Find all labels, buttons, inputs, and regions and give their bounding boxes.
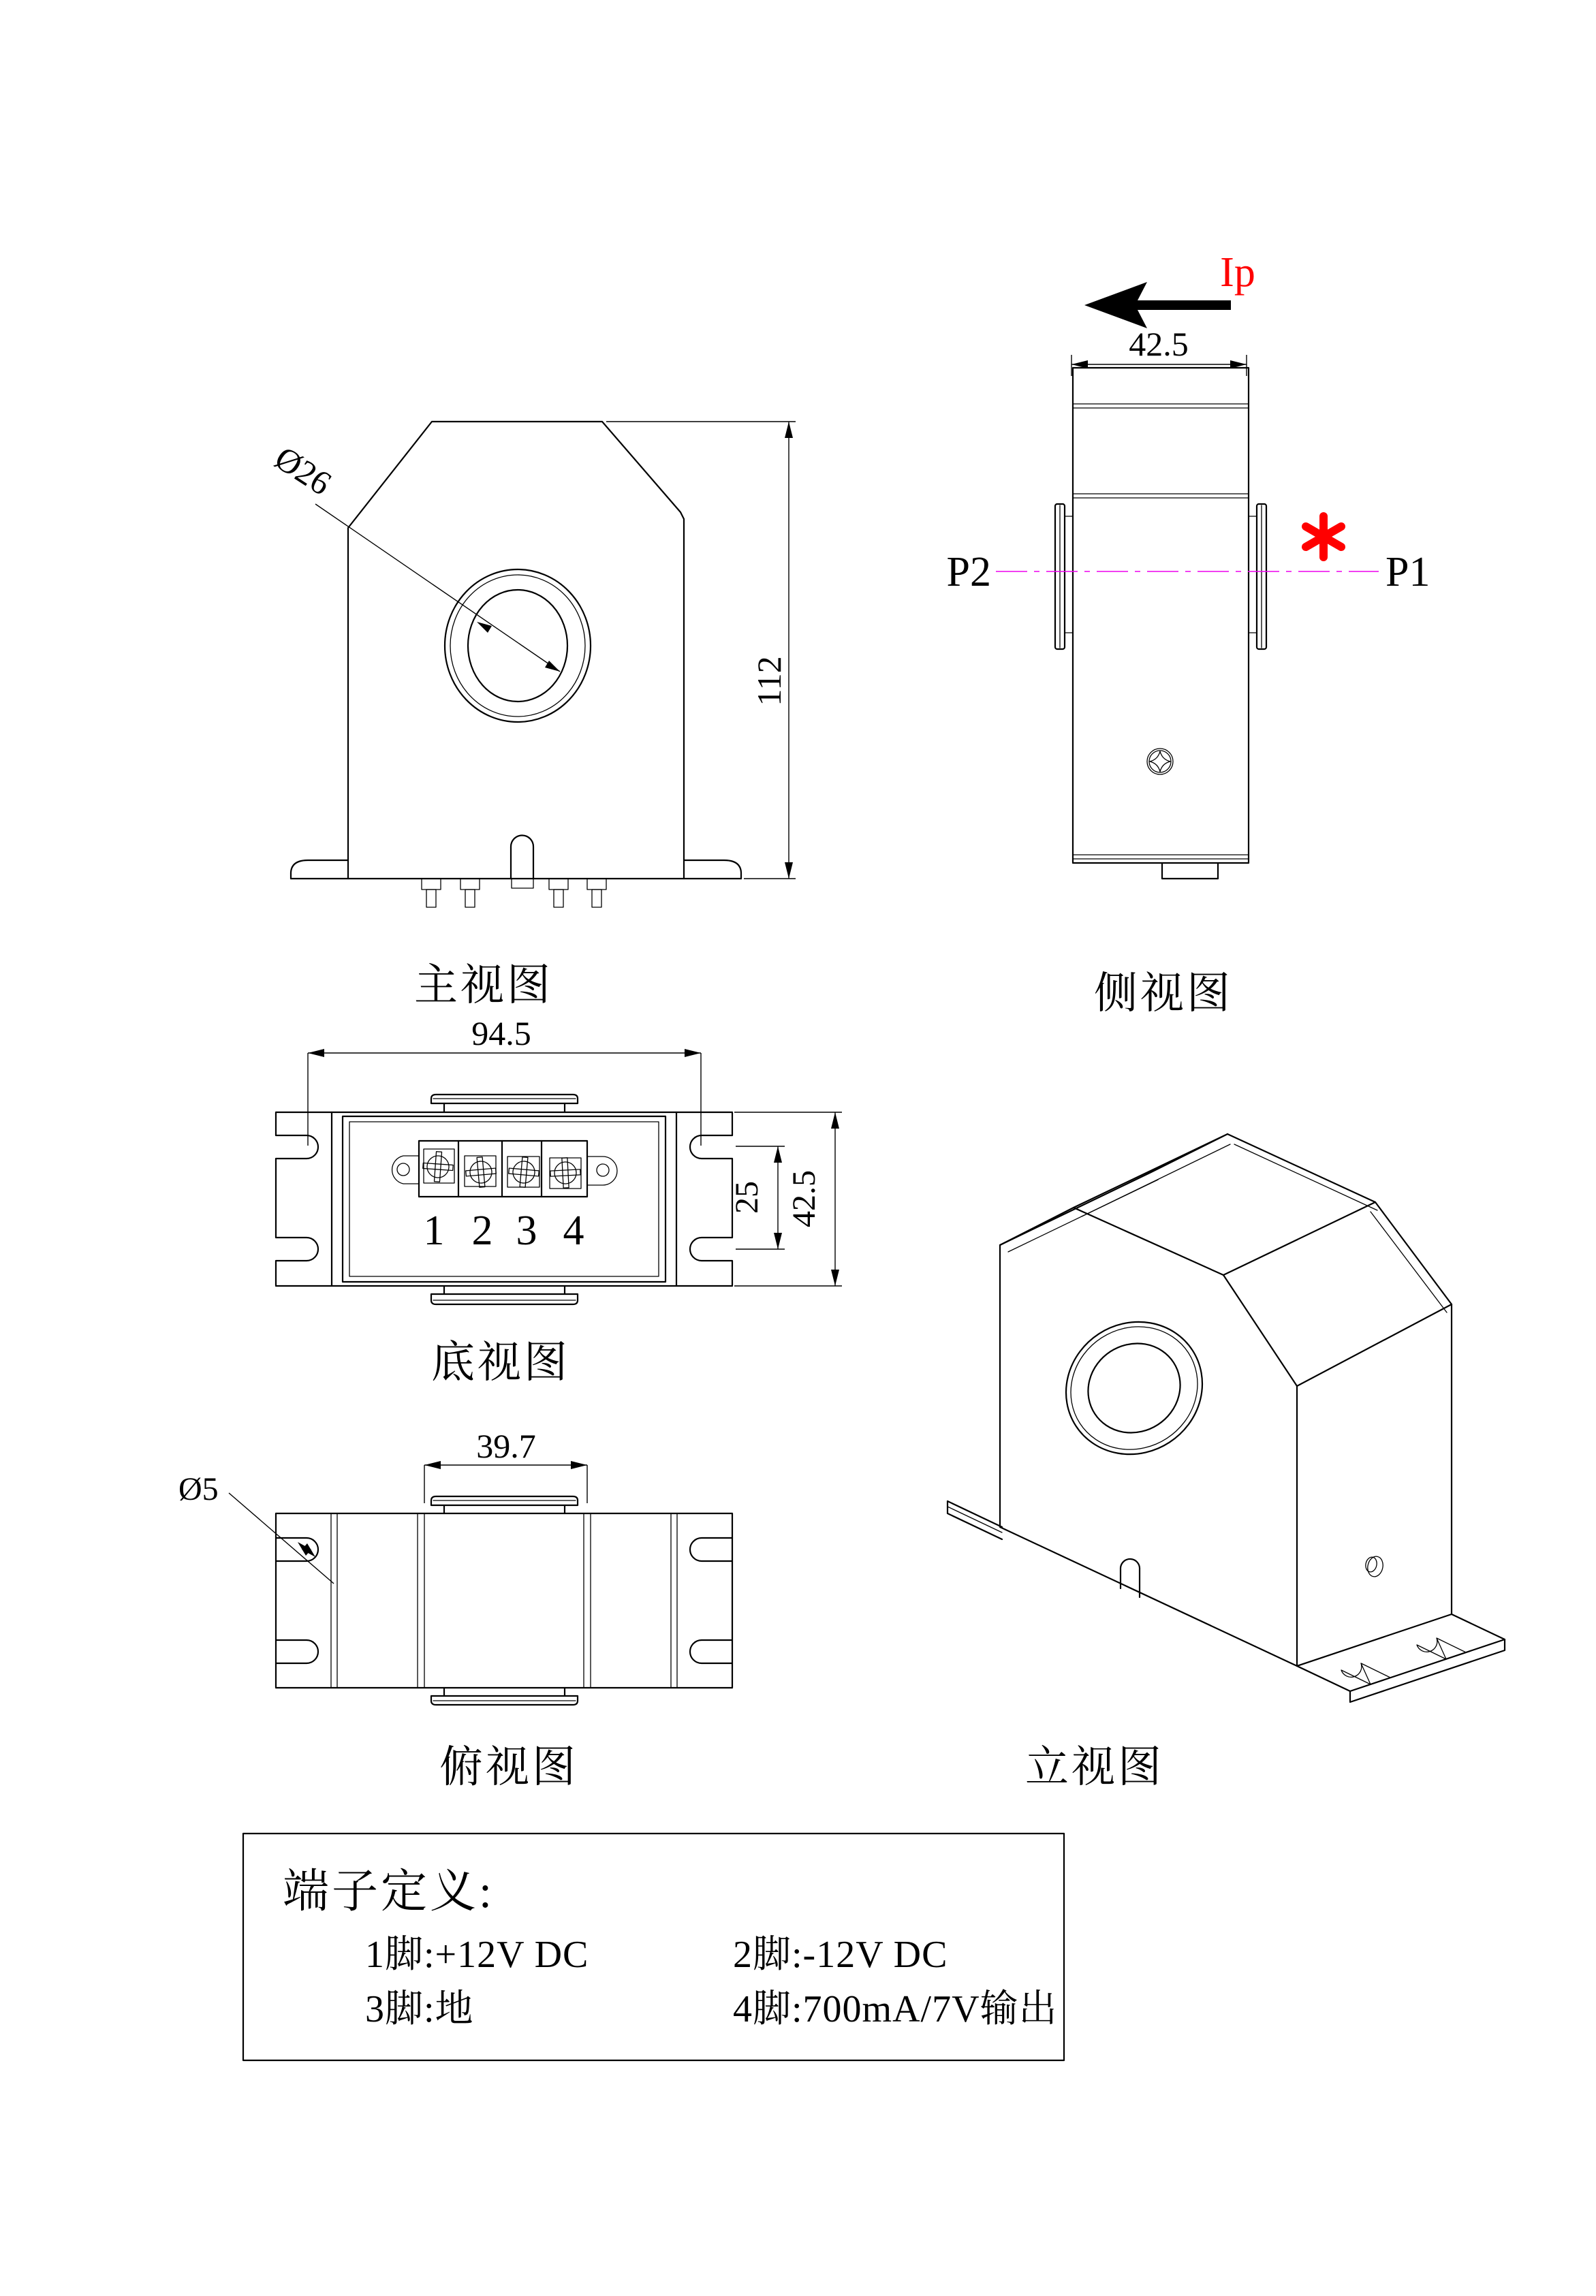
width-dimension xyxy=(308,1014,701,1146)
top-body xyxy=(276,1513,732,1688)
slot-pitch-text: 25 xyxy=(729,1181,765,1214)
terminal-number-1: 1 xyxy=(423,1208,445,1254)
slot-dia-text: Ø5 xyxy=(178,1471,219,1507)
front-center-tab xyxy=(511,836,533,879)
side-bottom-tab xyxy=(1162,863,1218,879)
side-flanges xyxy=(1055,504,1266,649)
front-dia-dimension xyxy=(268,439,560,672)
slot-pitch-dimension xyxy=(729,1146,785,1249)
terminal-screw-3-icon xyxy=(507,1156,540,1189)
bottom-left-bracket xyxy=(276,1112,332,1286)
front-view-label: 主视图 xyxy=(414,961,553,1009)
terminal-number-2: 2 xyxy=(471,1208,493,1254)
terminal-ear-right xyxy=(587,1157,617,1185)
iso-hole xyxy=(1041,1296,1228,1480)
isometric-view-label: 立视图 xyxy=(1025,1743,1164,1791)
iso-front-face xyxy=(1000,1208,1297,1666)
front-width-text: 94.5 xyxy=(471,1014,531,1052)
pin4-definition: 4脚:700mA/7V输出 xyxy=(733,1988,1058,2030)
terminal-definition-title: 端子定义: xyxy=(283,1866,495,1917)
front-height-dimension xyxy=(606,422,796,879)
iso-right-foot xyxy=(1297,1614,1505,1702)
bottom-view-label: 底视图 xyxy=(431,1338,570,1387)
front-view xyxy=(268,422,796,1009)
side-width-text: 42.5 xyxy=(1129,325,1189,363)
front-left-foot xyxy=(291,860,348,879)
polarity-asterisk-icon xyxy=(1306,516,1341,557)
iso-right-side-face xyxy=(1297,1304,1452,1666)
side-screw-icon xyxy=(1147,749,1173,774)
terminal-block xyxy=(392,1141,617,1197)
iso-lid-seams xyxy=(1008,1144,1447,1312)
primary-current-label: Ip xyxy=(1220,249,1255,296)
tab-width-text: 39.7 xyxy=(476,1427,536,1465)
bottom-view xyxy=(276,1095,842,1387)
front-height-text: 112 xyxy=(750,656,788,706)
bottom-cavity-inner xyxy=(349,1122,659,1276)
front-terminal-pins xyxy=(422,879,606,907)
iso-side-hole xyxy=(1364,1555,1385,1578)
isometric-view xyxy=(948,1134,1505,1791)
terminal-screw-4-icon xyxy=(550,1157,581,1189)
current-direction-arrow-icon xyxy=(1084,282,1231,328)
pin1-definition: 1脚:+12V DC xyxy=(365,1934,589,1976)
side-view-label: 侧视图 xyxy=(1094,969,1233,1018)
terminal-screw-1-icon xyxy=(422,1151,454,1183)
terminal-p2-label: P2 xyxy=(946,549,991,595)
bottom-right-bracket xyxy=(676,1112,732,1286)
bottom-top-tab xyxy=(431,1095,578,1112)
top-bottom-tab xyxy=(431,1688,578,1705)
pin2-definition: 2脚:-12V DC xyxy=(733,1934,948,1976)
top-section-lines xyxy=(331,1513,677,1688)
iso-left-foot xyxy=(948,1501,1002,1539)
bottom-body xyxy=(332,1112,676,1286)
bottom-bottom-tab xyxy=(431,1286,578,1304)
terminal-ear-left xyxy=(392,1156,419,1184)
terminal-number-4: 4 xyxy=(563,1208,584,1254)
side-view xyxy=(947,249,1430,1018)
top-view xyxy=(178,1427,732,1791)
tab-width-dimension xyxy=(424,1427,587,1503)
terminal-number-3: 3 xyxy=(516,1208,537,1254)
iso-left-chamfer-face xyxy=(1000,1134,1227,1245)
side-body xyxy=(1073,368,1249,879)
terminal-definition-box xyxy=(243,1834,1064,2060)
iso-right-chamfer-face xyxy=(1297,1202,1452,1386)
pin3-definition: 3脚:地 xyxy=(365,1988,474,2030)
top-top-tab xyxy=(431,1496,578,1513)
top-mounting-slots xyxy=(276,1538,732,1663)
front-housing-outline xyxy=(348,422,684,879)
bottom-depth-text: 42.5 xyxy=(786,1170,822,1227)
front-hole xyxy=(445,569,591,722)
terminal-p1-label: P1 xyxy=(1386,549,1430,595)
iso-top-flat-face xyxy=(1223,1134,1375,1275)
front-hole-dia-text: Ø26 xyxy=(268,438,339,503)
terminal-screw-2-icon xyxy=(465,1156,497,1189)
top-view-label: 俯视图 xyxy=(439,1743,578,1791)
slot-dia-dimension xyxy=(178,1471,334,1584)
front-right-foot xyxy=(684,860,741,879)
